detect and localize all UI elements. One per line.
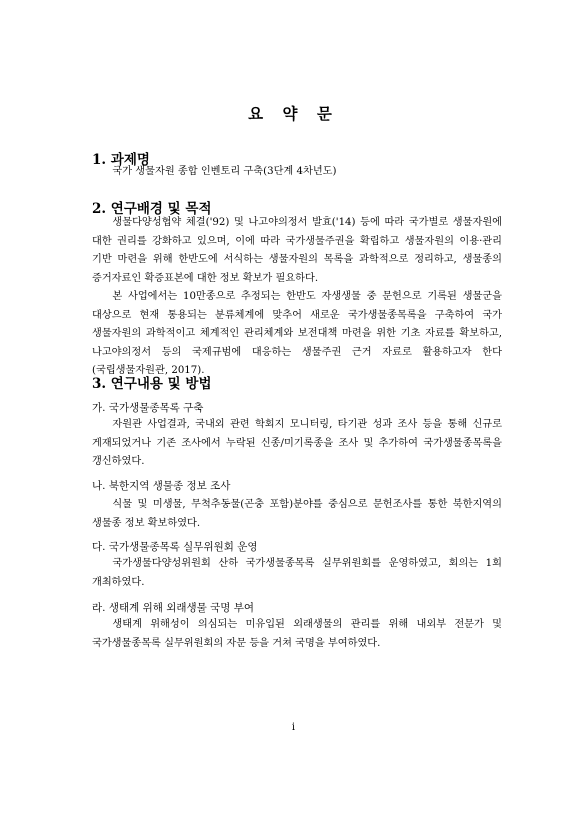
section-heading-title: 1. 과제명 (92, 152, 150, 168)
section-heading-background: 2. 연구배경 및 목적 (92, 201, 212, 217)
subsection-body-a: 자원관 사업결과, 국내외 관련 학회지 모니터링, 타기관 성과 조사 등을 통해 신규로 게재되었거나 기존 조사에서 누락된 신종/미기록종을 조사 및 추가하여 국가생물종목록을 갱신하였다. (92, 419, 502, 467)
paragraph-background-1: 생물다양성협약 체결('92) 및 나고야의정서 발효('14) 등에 따라 국가별로 생물자원에 대한 권리를 강화하고 있으며, 이에 따라 국가생물주권을 확립하고 생물자원의 이용·관리 기반 마련을 위해 한반도에 서식하는 생물자원의 목록을 과학적으로 정리하고, 생물종의 증거자료인 확증표본에 대한 정보 확보가 필요하다. (92, 217, 502, 284)
subsection-heading-d: 라. 생태계 위해 외래생물 국명 부여 (92, 602, 255, 614)
subsection-body-c: 국가생물다양성위원회 산하 국가생물종목록 실무위원회를 운영하였고, 회의는 1회 개최하였다. (92, 558, 502, 588)
subsection-heading-c: 다. 국가생물종목록 실무위원회 운영 (92, 541, 258, 553)
document-title: 요 약 문 (248, 104, 339, 123)
section-body-title: 국가 생물자원 종합 인벤토리 구축(3단계 4차년도) (112, 166, 337, 177)
subsection-body-b: 식물 및 미생물, 무척추동물(곤충 포함)분야를 중심으로 문헌조사를 통한 북한지역의 생물종 정보 확보하였다. (92, 499, 502, 529)
subsection-heading-b: 나. 북한지역 생물종 정보 조사 (92, 480, 231, 492)
subsection-heading-a: 가. 국가생물종목록 구축 (92, 402, 204, 414)
subsection-body-d: 생태계 위해성이 의심되는 미유입된 외래생물의 관리를 위해 내외부 전문가 및 국가생물종목록 실무위원회의 자문 등을 거쳐 국명을 부여하였다. (92, 619, 502, 649)
section-heading-methods: 3. 연구내용 및 방법 (92, 376, 212, 392)
page-number: i (291, 722, 296, 733)
paragraph-background-2: 본 사업에서는 10만종으로 추정되는 한반도 자생생물 중 문헌으로 기록된 생물군을 대상으로 현재 통용되는 분류체계에 맞추어 새로운 국가생물종목록을 구축하여 국가 생물자원의 과학적이고 체계적인 관리체계와 보전대책 마련을 위한 기초 자료를 확보하고, 나고야의정서 등의 국제규범에 대응하는 생물주권 근거 자료로 활용하고자 한다(국립생물자원관, 2017). (92, 291, 502, 376)
